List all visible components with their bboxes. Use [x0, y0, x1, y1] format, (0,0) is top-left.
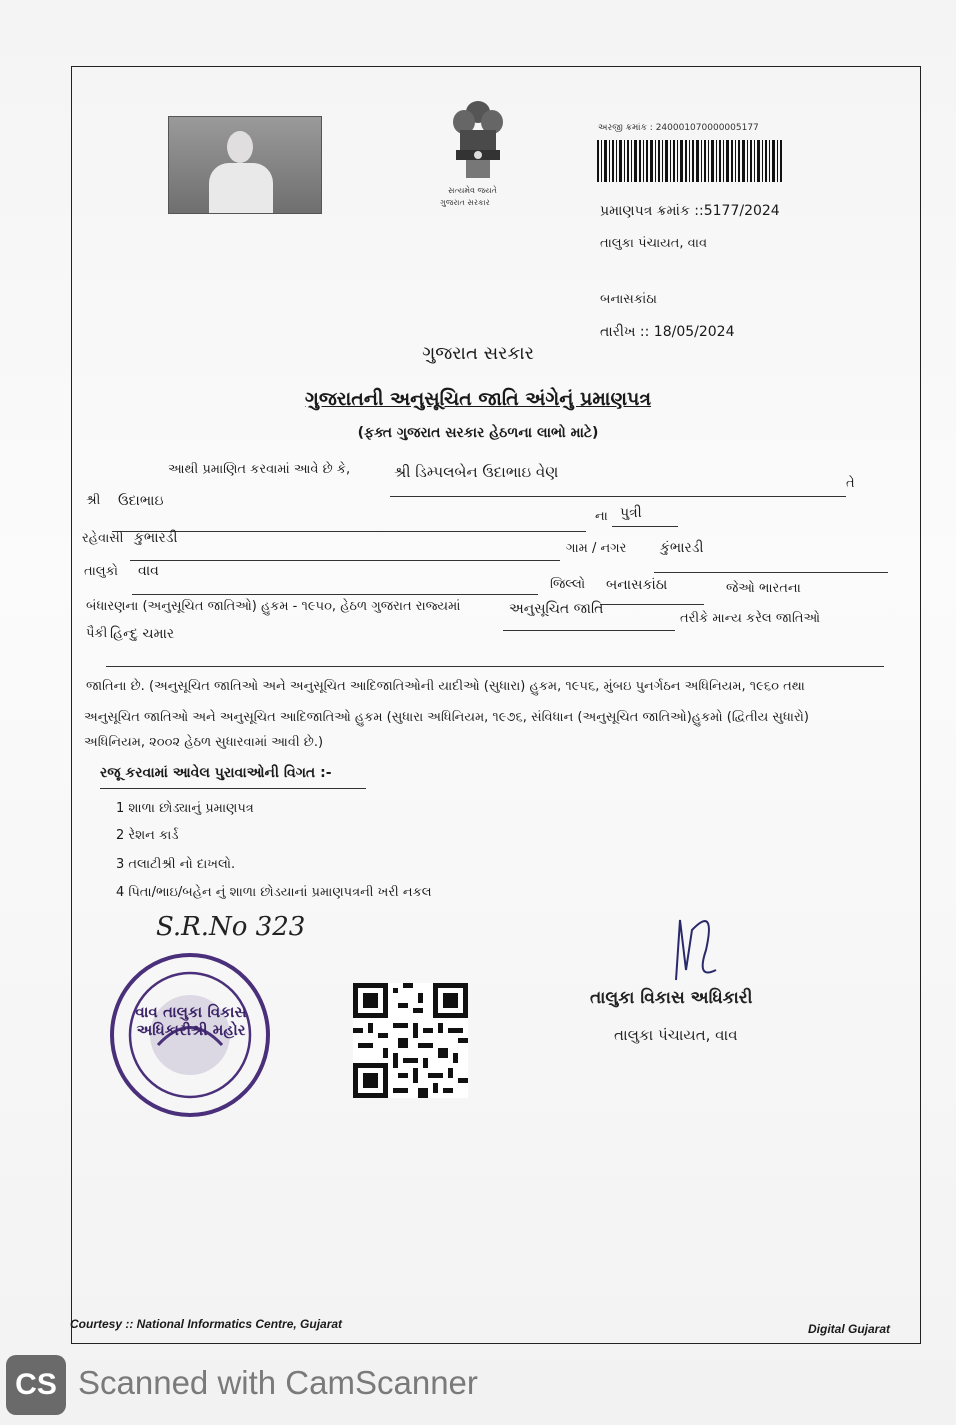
footer-courtesy: Courtesy :: National Informatics Centre, Gujarat — [70, 1317, 343, 1331]
residence: કુંભારડી — [134, 530, 178, 546]
certificate-title: ગુજરાતની અનુસૂચિત જાતિ અંગેનું પ્રમાણપત્ર — [304, 388, 652, 410]
evidence-item: 1 શાળા છોડ્યાનું પ્રમાણપત્ર — [116, 801, 254, 816]
relation: પુત્રી — [620, 505, 642, 521]
intro-text: આથી પ્રમાણિત કરવામાં આવે છે કે, — [168, 462, 351, 477]
who-label: જેઓ ભારતના — [726, 581, 801, 596]
village-label: ગામ / નગર — [566, 541, 627, 556]
qr-code — [353, 983, 468, 1098]
residence-label: રહેવાસી — [82, 531, 124, 546]
footer-brand: Digital Gujarat — [808, 1322, 891, 1336]
camscanner-logo: CS — [6, 1355, 66, 1415]
application-number: અરજી ક્રમાંક : 240001070000005177 — [598, 123, 759, 133]
certificate-subtitle: (ફક્ત ગુજરાત સરકાર હેઠળના લાભો માટે) — [357, 425, 599, 441]
recognized-text: તરીકે માન્ય કરેલ જાતિઓ — [680, 611, 821, 626]
certificate-number: પ્રમાણપત્ર ક્રમાંક ::5177/2024 — [600, 203, 780, 219]
government-title: ગુજરાત સરકાર — [422, 343, 534, 364]
caste-label: પૈકી — [86, 626, 108, 641]
shri-label: શ્રી — [86, 493, 101, 508]
evidence-item: 2 રેશન કાર્ડ — [116, 828, 179, 843]
issue-date: તારીખ :: 18/05/2024 — [600, 324, 735, 340]
evidence-heading: રજૂ કરવામાં આવેલ પુરાવાઓની વિગત :- — [100, 765, 332, 781]
na-text: ના — [595, 509, 608, 524]
handwritten-serial: S.R.No 323 — [156, 912, 306, 942]
legal-text-line3: અધિનિયમ, ૨૦૦૨ હેઠળ સુધારવામાં આવી છે.) — [84, 735, 324, 750]
camscanner-text: Scanned with CamScanner — [78, 1364, 478, 1401]
caste-category: અનુસૂચિત જાતિ — [509, 601, 604, 617]
certificate-border — [71, 66, 921, 1344]
evidence-item: 3 તલાટીશ્રી નો દાખલો. — [116, 857, 236, 872]
barcode — [597, 140, 783, 182]
applicant-name: શ્રી ડિમ્પલબેન ઉદાભાઇ વેણ — [394, 463, 559, 481]
emblem-caption: સત્યમેવ જયતે — [448, 186, 497, 195]
te-text: તે — [846, 476, 855, 491]
emblem-caption-2: ગુજરાત સરકાર — [440, 198, 490, 207]
applicant-photo — [168, 116, 322, 214]
issuer-district: બનાસકાંઠા — [600, 292, 657, 307]
signature-icon — [666, 910, 726, 994]
taluka: વાવ — [138, 563, 159, 579]
caste: હિન્દુ ચમાર — [110, 626, 175, 642]
evidence-item: 4 પિતા/ભાઇ/બહેન નું શાળા છોડયાનાં પ્રમાણપત્રની ખરી નકલ — [116, 885, 432, 900]
signatory-office: તાલુકા પંચાયત, વાવ — [614, 1026, 738, 1044]
signatory-title: તાલુકા વિકાસ અધિકારી — [590, 988, 753, 1008]
legal-text-line2: અનુસૂચિત જાતિઓ અને અનુસૂચિત આદિજાતિઓ હુકમ (સુધારા અધિનિયમ, ૧૯૭૬, સંવિધાન (અનુસૂચિત જાતિઓ)હુકમો (દ્વિતીય સુધારો) — [84, 710, 809, 725]
taluka-label: તાલુકો — [84, 564, 119, 579]
father-name: ઉદાભાઇ — [118, 493, 164, 509]
village: કુંભારડી — [660, 540, 704, 556]
district-label: જિલ્લો — [550, 577, 586, 592]
seal-text: વાવ તાલુકા વિકાસ અધિકારીશ્રી મહોર — [135, 1003, 247, 1039]
district-value: બનાસકાંઠા — [606, 577, 668, 593]
order-text: બંધારણના (અનુસૂચિત જાતિઓ) હુકમ - ૧૯૫૦, હેઠળ ગુજરાત રાજ્યમાં — [86, 599, 461, 614]
legal-text-line1: જાતિના છે. (અનુસૂચિત જાતિઓ અને અનુસૂચિત આદિજાતિઓની યાદીઓ (સુધારા) હુકમ, ૧૯૫૬, મુંબઇ પુનર્ગઠન અધિનિયમ, ૧૯૬૦ તથા — [86, 679, 805, 694]
issuer-office: તાલુકા પંચાયત, વાવ — [600, 236, 708, 251]
